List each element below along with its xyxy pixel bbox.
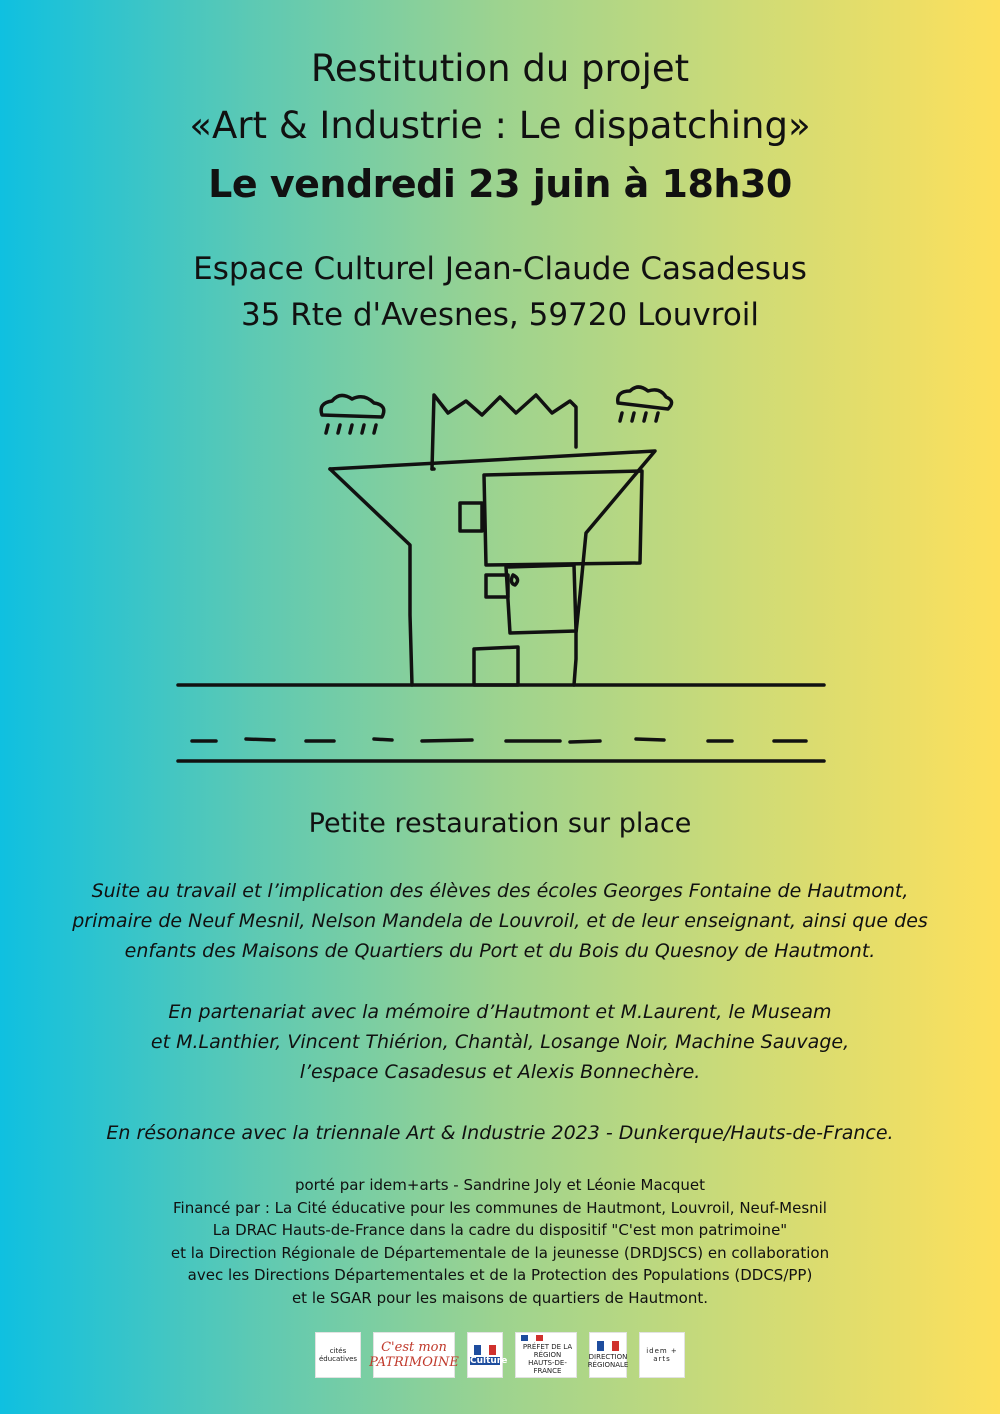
paragraph-triennale: En résonance avec la triennale Art & Industrie 2023 - Dunkerque/Hauts-de-France. [106,1122,894,1144]
cite-educative-logo: cités éducatives [315,1332,361,1378]
french-flag-icon [474,1345,496,1355]
credits-block [40,1174,960,1310]
tower-icon [330,395,655,685]
paragraph-students: Suite au travail et l’implication des élèves des écoles Georges Fontaine de Hautmont, primaire de Neuf Mesnil, Nelson Mandela de Louvroil, et de leur enseignant, ainsi que des enfants des Maisons de Quartiers du Port et du Bois du Quesnoy de Hautmont. [72,880,928,962]
credit-line: La DRAC Hauts-de-France dans la cadre du dispositif "C'est mon patrimoine" [212,1221,788,1240]
paragraph-partners: En partenariat avec la mémoire d’Hautmont et M.Laurent, le Museam et M.Lanthier, Vincent Thiérion, Chantàl, Losange Noir, Machine Sauvage, l’espace Casadesus et Alexis Bonnechère. [150,1001,850,1083]
cest-mon-patrimoine-logo: C'est mon PATRIMOINE [373,1332,455,1378]
credit-line: avec les Directions Départementales et de la Protection des Populations (DDCS/PP) [187,1266,813,1285]
title-line-2: «Art & Industrie : Le dispatching» [189,104,811,147]
road-icon [178,685,824,761]
credit-line: et la Direction Régionale de Départementale de la jeunesse (DRDJSCS) en collaboration [170,1243,830,1262]
partner-logos [0,1332,1000,1378]
title-line-1: Restitution du projet [310,47,690,90]
credit-line: porté par idem+arts - Sandrine Joly et Léonie Macquet [294,1176,706,1194]
direction-regionale-logo: DIRECTION RÉGIONALE [589,1332,627,1378]
credit-line: Financé par : La Cité éducative pour les communes de Hautmont, Louvroil, Neuf-Mesnil [173,1198,827,1217]
french-flag-icon [597,1341,619,1351]
prefet-region-logo: PRÉFET DE LA RÉGION HAUTS-DE-FRANCE [515,1332,577,1378]
ministere-culture-logo: Culture [467,1332,503,1378]
right-cloud-icon [618,387,672,421]
event-date: Le vendredi 23 juin à 18h30 [208,162,792,206]
restauration-note: Petite restauration sur place [308,808,692,839]
left-cloud-icon [321,395,384,433]
idem-arts-logo: idem + arts [639,1332,685,1378]
venue-name: Espace Culturel Jean-Claude Casadesus [193,251,807,287]
credit-line: et le SGAR pour les maisons de quartiers de Hautmont. [291,1288,709,1307]
tower-drawing [170,375,830,775]
french-flag-icon [521,1335,543,1341]
venue-address: 35 Rte d'Avesnes, 59720 Louvroil [240,297,760,333]
